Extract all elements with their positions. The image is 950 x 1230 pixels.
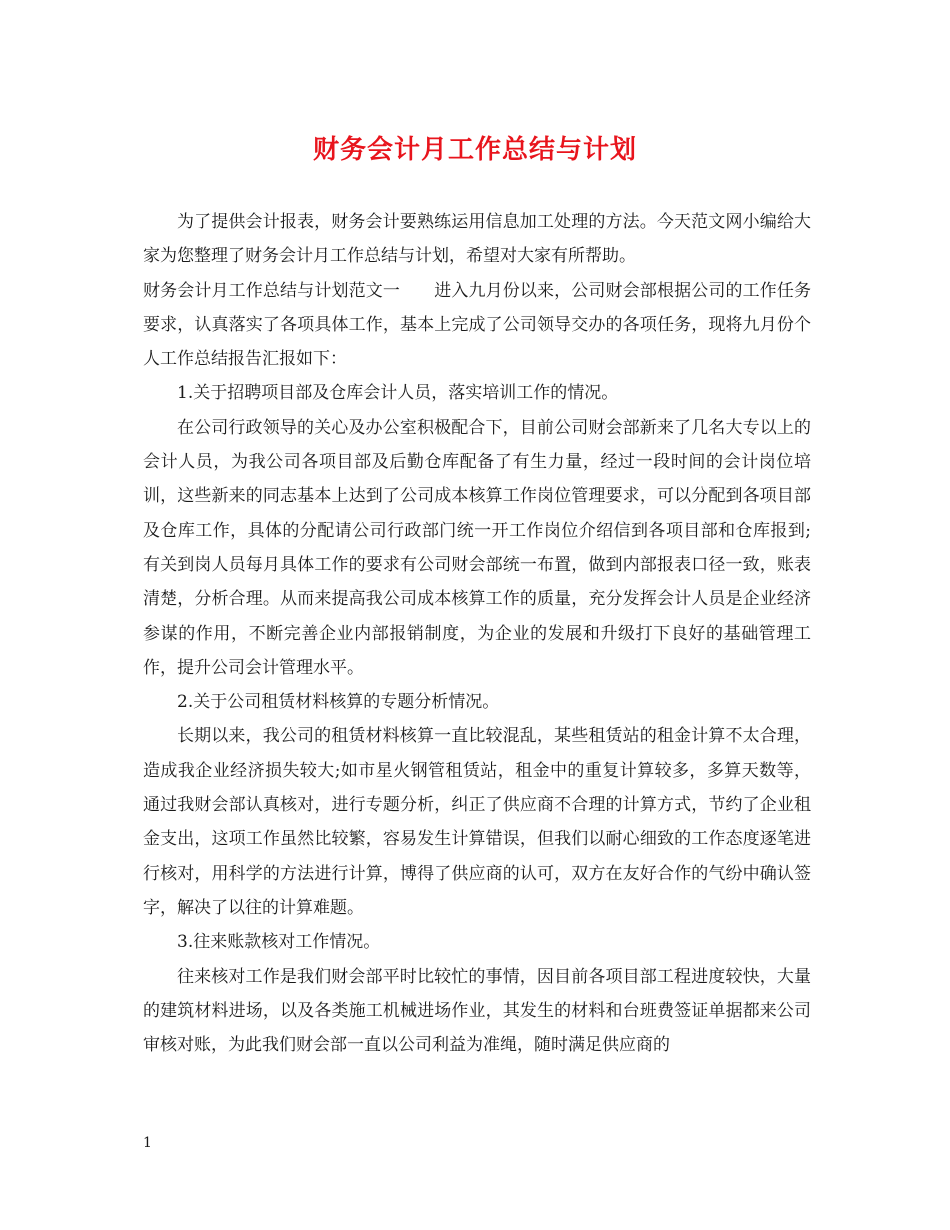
paragraph-sample-one: 财务会计月工作总结与计划范文一 进入九月份以来，公司财会部根据公司的工作任务要求，认真落实了各项具体工作，基本上完成了公司领导交办的各项任务，现将九月份个人工作总结报告汇报如下： (143, 280, 811, 370)
section-heading-3: 3.往来账款核对工作情况。 (177, 932, 381, 953)
paragraph-section-1: 在公司行政领导的关心及办公室积极配合下，目前公司财会部新来了几名大专以上的会计人员，为我公司各项目部及后勤仓库配备了有生力量，经过一段时间的会计岗位培训，这些新来的同志基本上达到了公司成本核算工作岗位管理要求，可以分配到各项目部及仓库工作，具体的分配请公司行政部门统一开工作岗位介绍信到各项目部和仓库报到;有关到岗人员每月具体工作的要求有公司财会部统一布置，做到内部报表口径一致，账表清楚，分析合理。从而来提高我公司成本核算工作的质量，充分发挥会计人员是企业经济参谋的作用，不断完善企业内部报销制度，为企业的发展和升级打下良好的基础管理工作，提升公司会计管理水平。 (143, 417, 811, 678)
document-title: 财务会计月工作总结与计划 (312, 135, 637, 165)
page-number: 1 (143, 1135, 152, 1151)
section-heading-1: 1.关于招聘项目部及仓库会计人员，落实培训工作的情况。 (177, 383, 619, 404)
paragraph-intro: 为了提供会计报表，财务会计要熟练运用信息加工处理的方法。今天范文网小编给大家为您整理了财务会计月工作总结与计划，希望对大家有所帮助。 (143, 212, 811, 267)
document-body (143, 205, 811, 1062)
section-heading-2: 2.关于公司租赁材料核算的专题分析情况。 (177, 692, 500, 713)
paragraph-section-2: 长期以来，我公司的租赁材料核算一直比较混乱，某些租赁站的租金计算不太合理，造成我企业经济损失较大;如市星火钢管租赁站，租金中的重复计算较多，多算天数等，通过我财会部认真核对，进行专题分析，纠正了供应商不合理的计算方式，节约了企业租金支出，这项工作虽然比较繁，容易发生计算错误，但我们以耐心细致的工作态度逐笔进行核对，用科学的方法进行计算，博得了供应商的认可，双方在友好合作的气纷中确认签字，解决了以往的计算难题。 (143, 726, 811, 918)
paragraph-section-3: 往来核对工作是我们财会部平时比较忙的事情，因目前各项目部工程进度较快，大量的建筑材料进场，以及各类施工机械进场作业，其发生的材料和台班费签证单据都来公司审核对账，为此我们财会部一直以公司利益为准绳，随时满足供应商的 (143, 966, 811, 1056)
